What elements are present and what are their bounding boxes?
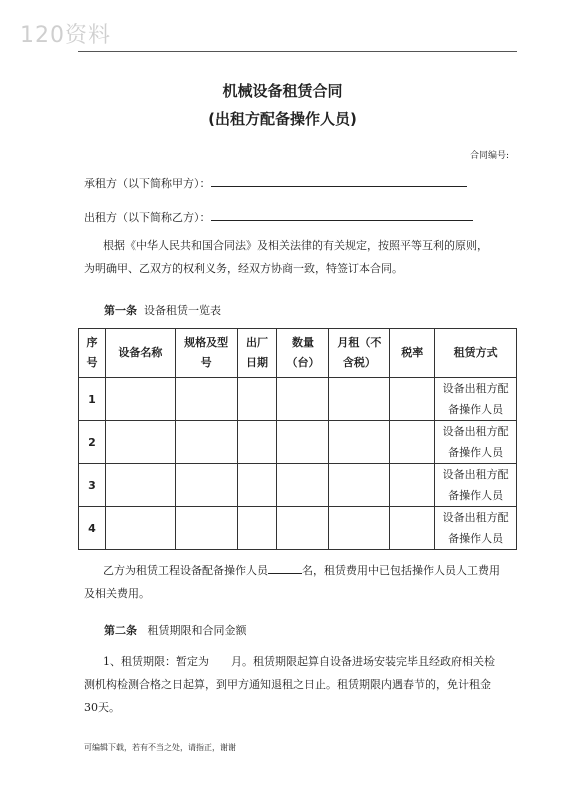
cell-name[interactable] bbox=[105, 507, 175, 550]
article-2-heading bbox=[104, 622, 247, 638]
equipment-table bbox=[78, 328, 517, 550]
table-row bbox=[79, 421, 517, 464]
cell-rent[interactable] bbox=[329, 464, 390, 507]
cell-mode: 设备出租方配 备操作人员 bbox=[435, 507, 517, 550]
cell-rent[interactable] bbox=[329, 421, 390, 464]
cell-name[interactable] bbox=[105, 464, 175, 507]
cell-name[interactable] bbox=[105, 421, 175, 464]
document-subtitle: (出租方配备操作人员) bbox=[208, 110, 357, 128]
cell-spec[interactable] bbox=[175, 464, 237, 507]
row-number: 1 bbox=[79, 378, 106, 421]
article-1-title: 设备租赁一览表 bbox=[144, 304, 221, 317]
article-1-heading bbox=[104, 302, 221, 318]
lessor-label: 出租方（以下简称乙方）： bbox=[84, 211, 211, 224]
cell-date[interactable] bbox=[237, 464, 277, 507]
watermark: 120资料 bbox=[20, 23, 111, 48]
cell-name[interactable] bbox=[105, 378, 175, 421]
term-line-2: 测机构检测合格之日起算，到甲方通知退租之日止。租赁期限内遇春节的，免计租金 bbox=[84, 678, 491, 691]
col-header-seq: 序 号 bbox=[79, 329, 106, 378]
cell-rent[interactable] bbox=[329, 378, 390, 421]
col-header-rent: 月租（不 含税） bbox=[329, 329, 390, 378]
table-row bbox=[79, 464, 517, 507]
col-header-tax: 税率 bbox=[390, 329, 435, 378]
operator-count-blank[interactable] bbox=[268, 563, 302, 574]
table-header-row bbox=[79, 329, 517, 378]
intro-line-1: 根据《中华人民共和国合同法》及相关法律的有关规定，按照平等互利的原则， bbox=[103, 239, 488, 252]
article-2-label: 第二条 bbox=[104, 624, 137, 637]
cell-mode: 设备出租方配 备操作人员 bbox=[435, 464, 517, 507]
cell-mode: 设备出租方配 备操作人员 bbox=[435, 378, 517, 421]
cell-date[interactable] bbox=[237, 507, 277, 550]
contract-no-label: 合同编号: bbox=[470, 151, 510, 161]
term-line-3: 30天。 bbox=[84, 701, 120, 714]
cell-tax[interactable] bbox=[390, 464, 435, 507]
cell-tax[interactable] bbox=[390, 421, 435, 464]
footer-note: 可编辑下载，若有不当之处，请指正，谢谢 bbox=[84, 743, 236, 752]
cell-spec[interactable] bbox=[175, 421, 237, 464]
cell-qty[interactable] bbox=[277, 464, 329, 507]
lessor-field bbox=[84, 209, 473, 225]
col-header-date: 出厂 日期 bbox=[237, 329, 277, 378]
cell-qty[interactable] bbox=[277, 421, 329, 464]
table-row bbox=[79, 378, 517, 421]
cell-qty[interactable] bbox=[277, 507, 329, 550]
row-number: 3 bbox=[79, 464, 106, 507]
lessor-blank[interactable] bbox=[211, 210, 473, 221]
operator-line-1: 乙方为租赁工程设备配备操作人员 名，租赁费用中已包括操作人员人工费用 bbox=[103, 564, 500, 577]
term-line-1: 1、租赁期限：暂定为 月。租赁期限起算自设备进场安装完毕且经政府相关检 bbox=[103, 655, 495, 668]
lessee-field bbox=[84, 175, 467, 191]
cell-spec[interactable] bbox=[175, 507, 237, 550]
col-header-spec: 规格及型 号 bbox=[175, 329, 237, 378]
row-number: 4 bbox=[79, 507, 106, 550]
cell-rent[interactable] bbox=[329, 507, 390, 550]
col-header-mode: 租赁方式 bbox=[435, 329, 517, 378]
document-title: 机械设备租赁合同 bbox=[222, 82, 343, 100]
lessee-blank[interactable] bbox=[211, 176, 467, 187]
cell-tax[interactable] bbox=[390, 378, 435, 421]
lessee-label: 承租方（以下简称甲方）： bbox=[84, 177, 211, 190]
cell-tax[interactable] bbox=[390, 507, 435, 550]
article-2-title: 租赁期限和合同金额 bbox=[147, 624, 247, 637]
col-header-qty: 数量 （台） bbox=[277, 329, 329, 378]
row-number: 2 bbox=[79, 421, 106, 464]
operator-line-2: 及相关费用。 bbox=[84, 587, 150, 600]
cell-spec[interactable] bbox=[175, 378, 237, 421]
cell-date[interactable] bbox=[237, 421, 277, 464]
header-rule bbox=[78, 51, 517, 52]
cell-date[interactable] bbox=[237, 378, 277, 421]
table-row bbox=[79, 507, 517, 550]
intro-line-2: 为明确甲、乙双方的权利义务，经双方协商一致，特签订本合同。 bbox=[84, 262, 403, 275]
cell-qty[interactable] bbox=[277, 378, 329, 421]
cell-mode: 设备出租方配 备操作人员 bbox=[435, 421, 517, 464]
col-header-name: 设备名称 bbox=[105, 329, 175, 378]
article-1-label: 第一条 bbox=[104, 304, 137, 317]
